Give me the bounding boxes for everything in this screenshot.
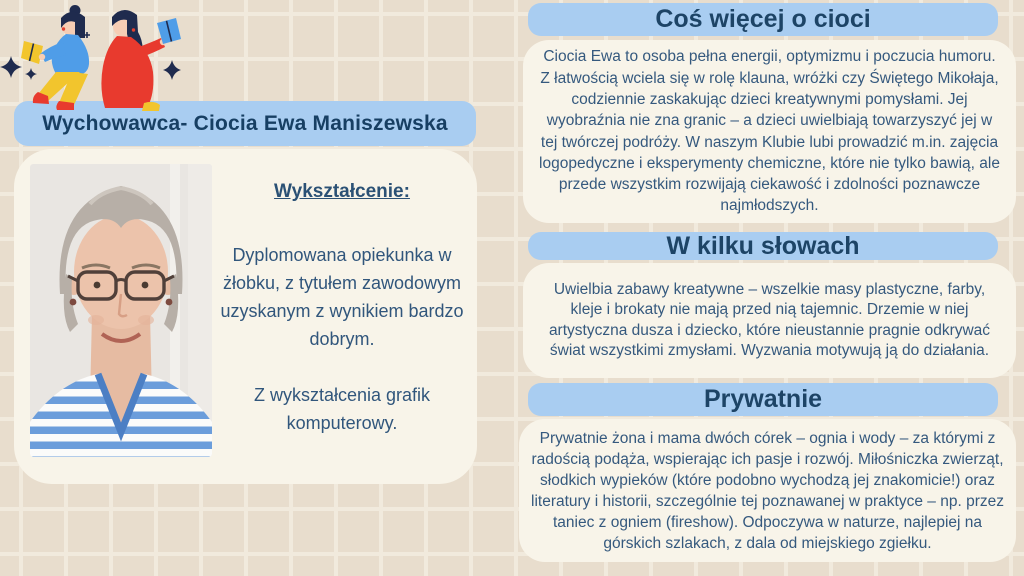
education-paragraph-2: Z wykształcenia grafik komputerowy. (253, 385, 431, 433)
left-reader-figure (21, 5, 89, 110)
page-title: Wychowawca- Ciocia Ewa Maniszewska (42, 111, 448, 135)
section-body-about: Ciocia Ewa to osoba pełna energii, optymizmu i poczucia humoru. Z łatwością wciela się w rolę klauna, wróżki czy Świętego Mikołaja, codziennie zaskakując dzieci kreatywnymi pomysłami. Jej wyobraźnia nie zna granic – a dzieci uwielbiają towarzyszyć jej w tej twórczej podróży. W naszym Klubie lubi prowadzić m.in. zajęcia logopedyczne i eksperymenty chemiczne, które nie tylko bawią, ale przede wszystkim rozwijają ciekawość i zdolności poznawcze najmłodszych. (539, 48, 1000, 215)
section-title-few-words: W kilku słowach (666, 231, 860, 260)
section-title-private: Prywatnie (703, 385, 823, 413)
section-title-about: Coś więcej o cioci (655, 5, 871, 33)
portrait-photo (30, 164, 212, 457)
section-card-private (519, 419, 1016, 562)
section-header-about (528, 3, 998, 36)
section-card-few-words (523, 263, 1016, 378)
education-block (218, 167, 466, 465)
section-card-about (523, 40, 1016, 223)
education-heading: Wykształcenie: (274, 181, 410, 202)
section-body-private: Prywatnie żona i mama dwóch córek – ognia i wody – za którymi z radością podąża, wspierając ich pasje i rozwój. Miłośniczka zwierząt, słodkich wypieków (które podobno wychodzą jej znakomicie!) oraz literatury i historii, szczególnie tej poznawanej w praktyce – np. przez taniec z ogniem (fireshow). Odpoczywa w naturze, najlepiej na górskich szlakach, z dala od miejskiego zgiełku. (531, 429, 1004, 552)
profile-card (14, 149, 477, 484)
reading-women-illustration (0, 2, 205, 116)
section-header-private (528, 383, 998, 416)
education-paragraph-1: Dyplomowana opiekunka w żłobku, z tytułem zawodowym uzyskanym z wynikiem bardzo dobrym. (220, 245, 464, 349)
section-header-few-words (528, 232, 998, 260)
section-body-few-words: Uwielbia zabawy kreatywne – wszelkie masy plastyczne, farby, kleje i brokaty nie mają przed nią tajemnic. Drzemie w niej artystyczna dusza i dziecko, które nieustannie pragnie odkrywać świat wszystkimi zmysłami. Wyzwania motywują ją do działania. (548, 280, 991, 359)
right-reader-figure (101, 10, 181, 111)
